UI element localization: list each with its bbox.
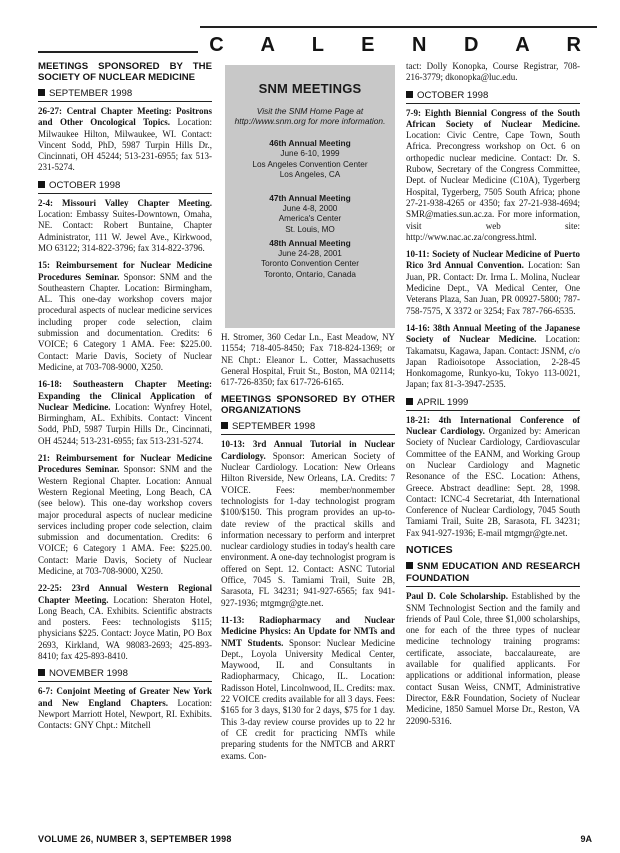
page-title: C A L E N D A R — [209, 34, 597, 56]
calendar-entry: 21: Reimbursement for Nuclear Medicine Procedures Seminar. Sponsor: SNM and the Western Regional Chapter. Location: Annual Western Regional Meeting, Long Beach, CA (see below). This one-day workshop covers major procedural aspects of nuclear medicine services including proper code selection, claim submission and documentation. Credits: 6 VOICE; 6 Category 1 AMA. Fee: $225.00. Contact: Marie Davis, Society of Nuclear Medicine, at 703-708-9000, X250. — [38, 453, 212, 576]
month-heading: SEPTEMBER 1998 — [221, 421, 395, 435]
calendar-entry: 2-4: Missouri Valley Chapter Meeting. Location: Embassy Suites-Downtown, Omaha, NE. Contact: Robert Buntaine, Chapter Administrator, 111 W. Jewel Ave., Kirkwood, MO 63122; 314-822-3796; fax 314-822-3796. — [38, 197, 212, 253]
notice-entry: Paul D. Cole Scholarship. Established by the SNM Technologist Section and the family and friends of Paul Cole, three $1,000 scholarships, one for each of the three types of nuclear medicine technology training programs: certificate, associate, baccalaureate, are available for qualified applicants. For applications or additional information, please contact Susan Weiss, CNMT, Administrative Director, E&R Foundation, Society of Nuclear Medicine, 1850 Samuel Morse Dr., Reston, VA 22090-5316. — [406, 591, 580, 726]
bullet-square-icon — [406, 91, 413, 98]
bullet-square-icon — [38, 89, 45, 96]
calendar-entry: 10-13: 3rd Annual Tutorial in Nuclear Cardiology. Sponsor: American Society of Nuclear Cardiology. Location: New Orleans Hilton Riverside, New Orleans, LA. Credits: 7 VOICE. Fees: member/nonmember technologists for 1-day technologist program $100/$150. This program provides an up-to-date review of the practical skills and information necessary to perform and interpret nuclear cardiology studies in today's health care environment. A one-day technologist program is offered on Sept. 12. Contact: ASNC Tutorial Office, 7045 S. Tamiami Trail, Suite 2B, Sarasota, FL 34231; 941-927-6565; fax 941-927-1936; mtgmgr@gte.net. — [221, 439, 395, 608]
column-3 — [406, 61, 580, 733]
calendar-entry: 22-25: 23rd Annual Western Regional Chapter Meeting. Location: Sheraton Hotel, Long Beach, CA. Exhibits. Scientific abstracts and posters. Fees: technologists $115; physicians $225. Contact: Joyce Matin, PO Box 2693, Kirkland, WA 98083-2693; 425-893-8410; fax 425-893-8410. — [38, 583, 212, 662]
continuation-text: H. Stromer, 360 Cedar Ln., East Meadow, NY 11554; 718-405-8450; Fax 718-824-1369; or NE Chpt.: Eleanor L. Cotter, Massachusetts General Hospital, Fruit St., Boston, MA 02114; 617-726-8350; fax 617-726-6165. — [221, 332, 395, 388]
page-number: 9A — [580, 834, 592, 844]
journal-issue: VOLUME 26, NUMBER 3, SEPTEMBER 1998 — [38, 834, 232, 844]
calendar-entry: 16-18: Southeastern Chapter Meeting: Expanding the Clinical Application of Nuclear Medicine. Location: Wynfrey Hotel, Birmingham, AL. Exhibits. Contact: Vincent Sodd, PhD, 5987 Turpin Hills Dr., Cincinnati, OH 45244; 513-231-6955; fax 513-231-5274. — [38, 379, 212, 446]
month-heading: NOVEMBER 1998 — [38, 668, 212, 682]
calendar-entry: 6-7: Conjoint Meeting of Greater New York and New England Chapters. Location: Newport Marriott Hotel, Newport, RI. Exhibits. Contacts: GNY Chpt.: Mitchell — [38, 686, 212, 731]
snm-meetings-heading: MEETINGS SPONSORED BY THE SOCIETY OF NUCLEAR MEDICINE — [38, 61, 212, 83]
meeting-name: 48th Annual Meeting — [269, 237, 351, 248]
meeting-venue: Los Angeles Convention Center — [252, 159, 368, 169]
snm-meetings-box — [225, 65, 395, 328]
meeting-city: Los Angeles, CA — [279, 170, 341, 180]
meeting-city: St. Louis, MO — [285, 224, 335, 234]
calendar-entry: 7-9: Eighth Biennial Congress of the South African Society of Nuclear Medicine. Location: Civic Centre, Cape Town, South Africa. Precongress workshop on Oct. 6 on orthopedic nuclear medicine. Contact: Dr. S. Rubow, Secretary of the Congress Committee, Dept. of Nuclear Medicine (C10A), Tygerberg Hospital, Tygerberg, 7505 South Africa; phone 27-21-938-4265 or 4350; fax 27-21-938-4694; SMR@maties.sun.ac.za. For more information, visit web site: http://www.nac.ac.za/congress.html. — [406, 107, 580, 242]
visit-note: Visit the SNM Home Page at http://www.snm.org for more information. — [234, 106, 386, 126]
bullet-square-icon — [38, 669, 45, 676]
meeting-city: Toronto, Ontario, Canada — [264, 269, 356, 279]
other-meetings-heading: MEETINGS SPONSORED BY OTHER ORGANIZATIONS — [221, 394, 395, 417]
foundation-heading: SNM EDUCATION AND RESEARCH FOUNDATION — [406, 561, 580, 587]
bullet-square-icon — [406, 562, 413, 569]
calendar-entry: 18-21: 4th International Conference of Nuclear Cardiology. Organized by: American Society of Nuclear Cardiology, Cardiovascular Committee of the EANM, and Working Group on Nuclear Cardiology and Magnetic Resonance of the ESC. Location: Athens, Greece. Abstract deadline: Sept. 28, 1998. Contact: ICNC-4 Secretariat, 4th International Conference of Nuclear Cardiology, 7045 South Tamiami Trail, Suite 2B, Sarasota, FL 34231; Fax 941-927-1936; E-mail mtgmgr@gte.net. — [406, 414, 580, 538]
month-heading: SEPTEMBER 1998 — [38, 88, 212, 102]
continuation-text: tact: Dolly Konopka, Course Registrar, 708-216-3779; dkonopka@luc.edu. — [406, 61, 580, 83]
calendar-entry: 26-27: Central Chapter Meeting: Positrons and Other Oncological Topics. Location: Milwaukee Hilton, Milwaukee, WI. Contact: Vincent Sodd, PhD, 5987 Turpin Hills Dr., Cincinnati, OH 45244; 513-231-6955; fax 513-231-5274. — [38, 106, 212, 173]
meeting-date: June 24-28, 2001 — [278, 248, 342, 258]
bullet-square-icon — [38, 181, 45, 188]
calendar-entry: 15: Reimbursement for Nuclear Medicine Procedures Seminar. Sponsor: SNM and the Southeastern Chapter. Location: Birmingham, AL. This one-day workshop covers major procedural aspects of nuclear medicine services including proper code selection, claim submission and documentation. Credits: 6 VOICE; 6 Category 1 AMA. Fee: $225.00. Contact: Marie Davis, Society of Nuclear Medicine, at 703-708-9000, X250. — [38, 260, 212, 372]
bullet-square-icon — [221, 422, 228, 429]
month-heading: OCTOBER 1998 — [406, 90, 580, 104]
calendar-entry: 14-16: 38th Annual Meeting of the Japanese Society of Nuclear Medicine. Location: Takamatsu, Kagawa, Japan. Contact: JSNM, c/o Japan Radioisotope Association, 2-28-45 Honkomagome, Runkyo-ku, Tokyo 113-0021, Japan; fax 81-3-3947-2535. — [406, 322, 580, 390]
column-2 — [221, 332, 395, 768]
calendar-entry: 10-11: Society of Nuclear Medicine of Puerto Rico 3rd Annual Convention. Location: San Juan, PR. Contact: Dr. Irma L. Molina, Nuclear Medicine Dept., VA Medical Center, One Veterans Plaza, San Juan, PR 00927-5800; 787-758-7575, X 3372 or 3254; Fax 787-766-6535. — [406, 249, 580, 316]
masthead-rule — [200, 26, 597, 28]
box-title: SNM MEETINGS — [258, 81, 362, 96]
calendar-entry: 11-13: Radiopharmacy and Nuclear Medicine Physics: An Update for NMTs and NMT Students. Sponsor: Nuclear Medicine Dept., Loyola University Medical Center, Maywood, IL and Consultants in Radiopharmacy, Chicago, IL. Location: Radisson Hotel, Lincolnwood, IL. Credits: max. 22 VOICE credits available for all 3 days. Fees: $165 for 3 days, $130 for 2 days, $75 for 1 day. This 3-day review course provides up to 22 hr of CE credit for practicing NMTs while preparing students for the NMTCB and ARRT exams. Con- — [221, 614, 395, 761]
calendar-masthead — [200, 26, 597, 60]
notices-heading: NOTICES — [406, 543, 453, 556]
header-rule — [38, 51, 198, 53]
meeting-venue: America's Center — [278, 214, 342, 224]
meeting-name: 46th Annual Meeting — [269, 138, 351, 148]
meeting-name: 47th Annual Meeting — [269, 192, 351, 203]
month-heading: OCTOBER 1998 — [38, 180, 212, 194]
meeting-venue: Toronto Convention Center — [261, 259, 359, 269]
meeting-date: June 4-8, 2000 — [282, 203, 338, 213]
column-1 — [38, 61, 212, 738]
meeting-date: June 6-10, 1999 — [280, 149, 340, 158]
bullet-square-icon — [406, 398, 413, 405]
month-heading: APRIL 1999 — [406, 397, 580, 411]
